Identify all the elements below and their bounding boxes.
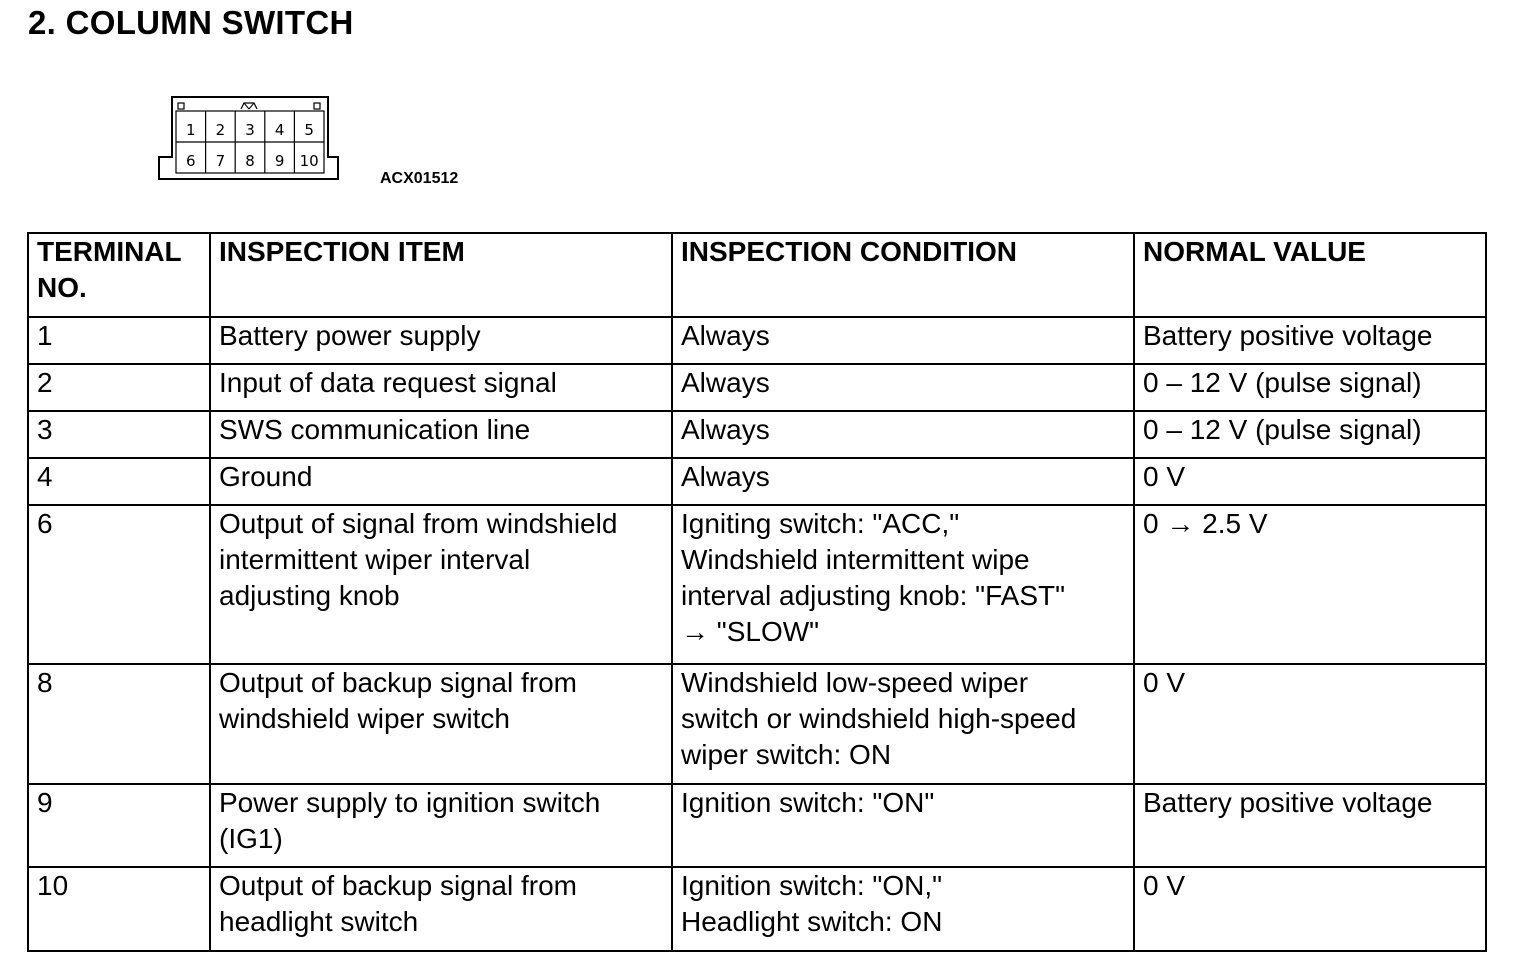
cell-item-line: headlight switch — [219, 906, 419, 937]
cell-condition — [672, 317, 1134, 364]
cell-condition-line: Igniting switch: "ACC," — [681, 508, 960, 539]
cell-item — [210, 364, 672, 411]
cell-value — [1134, 784, 1486, 867]
connector-pin-2: 2 — [215, 121, 226, 139]
cell-value — [1134, 458, 1486, 505]
cell-value — [1134, 664, 1486, 784]
cell-value-line: 0 V — [1143, 870, 1186, 901]
cell-condition-line: Ignition switch: "ON," — [681, 870, 943, 901]
cell-item-line: Output of backup signal from — [219, 667, 577, 698]
cell-item-line: windshield wiper switch — [219, 703, 511, 734]
table-row — [28, 411, 1486, 458]
cell-value — [1134, 411, 1486, 458]
cell-item — [210, 458, 672, 505]
cell-value-line: Battery positive voltage — [1143, 787, 1433, 818]
cell-condition-line: Always — [681, 414, 770, 445]
cell-value-line: 0 → 2.5 V — [1143, 508, 1268, 539]
connector-pin-10: 10 — [299, 152, 319, 170]
cell-item-line: adjusting knob — [219, 580, 400, 611]
cell-terminal-no: 10 — [28, 867, 210, 951]
cell-condition — [672, 784, 1134, 867]
connector-pin-9: 9 — [274, 152, 285, 170]
cell-item — [210, 317, 672, 364]
figure-code: ACX01512 — [380, 170, 459, 187]
cell-value-line: 0 V — [1143, 461, 1186, 492]
cell-condition — [672, 867, 1134, 951]
cell-condition-line: Windshield intermittent wipe — [681, 544, 1030, 575]
cell-terminal-no: 8 — [28, 664, 210, 784]
cell-condition-line: Always — [681, 461, 770, 492]
cell-value-line: 0 – 12 V (pulse signal) — [1143, 414, 1422, 445]
cell-condition-line: interval adjusting knob: "FAST" — [681, 580, 1066, 611]
cell-item-line: SWS communication line — [219, 414, 531, 445]
header-normal-value: NORMAL VALUE — [1134, 233, 1486, 317]
connector-pin-8: 8 — [245, 152, 255, 170]
cell-value-line: 0 – 12 V (pulse signal) — [1143, 367, 1422, 398]
cell-terminal-no: 4 — [28, 458, 210, 505]
cell-value — [1134, 505, 1486, 664]
cell-condition — [672, 505, 1134, 664]
cell-condition — [672, 364, 1134, 411]
table-header-row — [28, 233, 1486, 317]
cell-terminal-no: 9 — [28, 784, 210, 867]
table-row — [28, 458, 1486, 505]
cell-item-line: Output of signal from windshield — [219, 508, 618, 539]
table-row — [28, 364, 1486, 411]
table-body — [28, 317, 1486, 951]
header-terminal-no: TERMINAL NO. — [28, 233, 210, 317]
cell-terminal-no: 2 — [28, 364, 210, 411]
connector-pin-4: 4 — [274, 121, 285, 139]
cell-item-line: Battery power supply — [219, 320, 481, 351]
cell-value-line: Battery positive voltage — [1143, 320, 1433, 351]
cell-terminal-no: 6 — [28, 505, 210, 664]
cell-condition-line: Headlight switch: ON — [681, 906, 943, 937]
cell-condition-line: switch or windshield high-speed — [681, 703, 1077, 734]
cell-item-line: Ground — [219, 461, 313, 492]
cell-condition — [672, 411, 1134, 458]
header-inspection-item: INSPECTION ITEM — [210, 233, 672, 317]
cell-value — [1134, 867, 1486, 951]
cell-item-line: (IG1) — [219, 823, 283, 854]
table-row — [28, 505, 1486, 664]
cell-item-line: intermittent wiper interval — [219, 544, 531, 575]
table-row — [28, 784, 1486, 867]
connector-pin-7: 7 — [215, 152, 226, 170]
cell-condition-line: Always — [681, 320, 770, 351]
cell-terminal-no: 1 — [28, 317, 210, 364]
terminal-inspection-table — [27, 232, 1487, 952]
connector-pin-6: 6 — [186, 152, 196, 170]
cell-item — [210, 411, 672, 458]
cell-condition-line: Ignition switch: "ON" — [681, 787, 935, 818]
connector-pin-5: 5 — [304, 121, 314, 139]
cell-condition — [672, 664, 1134, 784]
cell-item — [210, 505, 672, 664]
cell-condition — [672, 458, 1134, 505]
cell-condition-line: → "SLOW" — [681, 616, 820, 647]
cell-item — [210, 784, 672, 867]
table-row — [28, 867, 1486, 951]
cell-item-line: Input of data request signal — [219, 367, 557, 398]
cell-value-line: 0 V — [1143, 667, 1186, 698]
cell-value — [1134, 364, 1486, 411]
cell-item — [210, 867, 672, 951]
connector-pin-3: 3 — [245, 121, 255, 139]
cell-item-line: Output of backup signal from — [219, 870, 577, 901]
connector-diagram — [156, 95, 342, 188]
table-row — [28, 317, 1486, 364]
cell-item — [210, 664, 672, 784]
cell-condition-line: Windshield low-speed wiper — [681, 667, 1029, 698]
table-row — [28, 664, 1486, 784]
section-title: 2. COLUMN SWITCH — [28, 4, 354, 41]
cell-item-line: Power supply to ignition switch — [219, 787, 601, 818]
cell-value — [1134, 317, 1486, 364]
cell-terminal-no: 3 — [28, 411, 210, 458]
header-inspection-condition: INSPECTION CONDITION — [672, 233, 1134, 317]
cell-condition-line: Always — [681, 367, 770, 398]
connector-pin-1: 1 — [186, 121, 196, 139]
cell-condition-line: wiper switch: ON — [681, 739, 892, 770]
